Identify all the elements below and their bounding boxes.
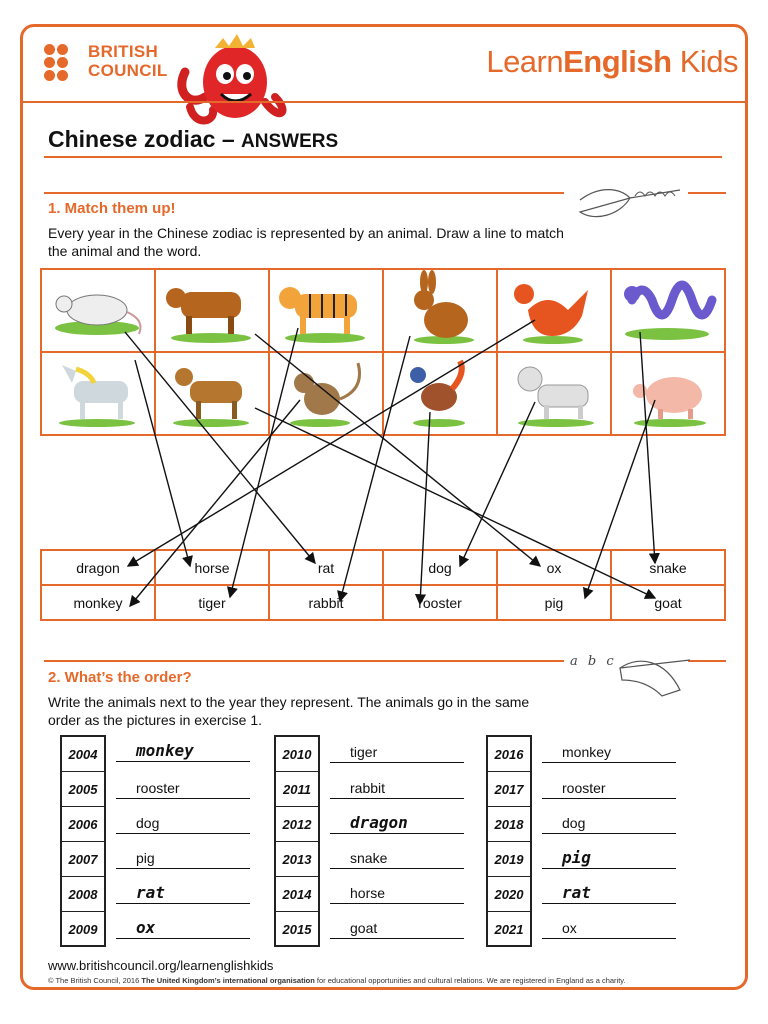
year-label: 2005 [62,772,104,807]
year-label: 2018 [488,807,530,842]
snake-icon [612,270,722,346]
horse-icon [42,353,152,429]
animal-grid [40,268,726,436]
word-cell: pig [497,585,611,620]
year-label: 2006 [62,807,104,842]
pig-icon [612,353,722,429]
word-cell: rat [269,550,383,585]
word-cell: monkey [41,585,155,620]
header-divider [20,101,748,103]
dragon-icon [498,270,608,346]
answer-field: monkey [542,743,676,763]
year-label: 2015 [282,922,312,937]
dragon-cell [497,269,611,352]
word-grid [40,549,726,621]
answer-field: horse [330,884,464,904]
page-frame [20,24,748,990]
year-label: 2012 [276,807,318,842]
snake-cell [611,269,725,352]
tiger-cell [269,269,383,352]
year-label: 2013 [276,842,318,877]
section1-rule-right [688,192,726,194]
word-cell: horse [155,550,269,585]
dog-cell [497,352,611,435]
goat-cell [155,352,269,435]
horse-cell [41,352,155,435]
answer-field: dog [116,814,250,834]
section2-instructions: Write the animals next to the year they represent. The animals go in the same order as the pictures in exercise 1. [48,694,530,728]
word-cell: snake [611,550,725,585]
year-label: 2010 [276,737,318,772]
section1-heading: 1. Match them up! [48,200,176,217]
year-label: 2011 [276,772,318,807]
word-cell: dragon [41,550,155,585]
word-cell: dog [383,550,497,585]
answer-field: pig [542,849,676,869]
word-cell: ox [497,550,611,585]
word-cell: rabbit [269,585,383,620]
word-cell: tiger [155,585,269,620]
section2-rule-left [44,660,564,662]
rabbit-cell [383,269,497,352]
monkey-cell [269,352,383,435]
dog-icon [498,353,608,429]
year-label: 2014 [276,877,318,912]
answer-field: goat [330,919,464,939]
word-cell: goat [611,585,725,620]
word-cell: rooster [383,585,497,620]
org-name: BRITISH COUNCIL [88,42,168,80]
answer-field: rat [542,884,676,904]
goat-icon [156,353,266,429]
ox-icon [156,270,266,346]
learnenglish-kids-logo: LearnEnglish Kids [486,44,738,79]
answer-field: rabbit [330,779,464,799]
year-label: 2016 [488,737,530,772]
answer-field: pig [116,849,250,869]
title-underline [44,156,722,158]
tiger-icon [270,270,380,346]
answer-field: dog [542,814,676,834]
section1-instructions: Every year in the Chinese zodiac is represented by an animal. Draw a line to match the animal and the word. [48,225,564,259]
year-label: 2009 [68,922,98,937]
section1-rule-left [44,192,564,194]
rat-icon [42,270,152,346]
footer-copyright: © The British Council, 2016 The United Kingdom’s international organisation for educational opportunities and cultural relations. We are registered in England as a charity. [48,976,626,985]
year-label: 2007 [62,842,104,877]
rooster-icon [384,353,494,429]
pig-cell [611,352,725,435]
section2-rule-right [688,660,726,662]
year-label: 2017 [488,772,530,807]
answer-field: rooster [116,779,250,799]
rat-cell [41,269,155,352]
year-label: 2019 [488,842,530,877]
year-label: 2004 [62,737,104,772]
footer-link[interactable]: www.britishcouncil.org/learnenglishkids [48,958,274,973]
answer-field: ox [116,919,250,939]
page-title: Chinese zodiac – ANSWERS [48,126,339,152]
section2-heading: 2. What’s the order? [48,669,192,686]
year-label: 2021 [494,922,524,937]
answer-field: dragon [330,814,464,834]
answer-field: ox [542,919,676,939]
answer-field: tiger [330,743,464,763]
answer-field: rat [116,884,250,904]
abc-label: a b c [570,654,617,669]
answer-field: snake [330,849,464,869]
ox-cell [155,269,269,352]
rooster-cell [383,352,497,435]
year-box-group-2 [274,735,320,947]
british-council-logo-icon [44,44,82,82]
answer-field: monkey [116,742,250,762]
year-label: 2020 [488,877,530,912]
monkey-icon [270,353,380,429]
answer-field: rooster [542,779,676,799]
year-box-group-3 [486,735,532,947]
year-box-group-1 [60,735,106,947]
year-label: 2008 [62,877,104,912]
rabbit-icon [384,270,494,346]
